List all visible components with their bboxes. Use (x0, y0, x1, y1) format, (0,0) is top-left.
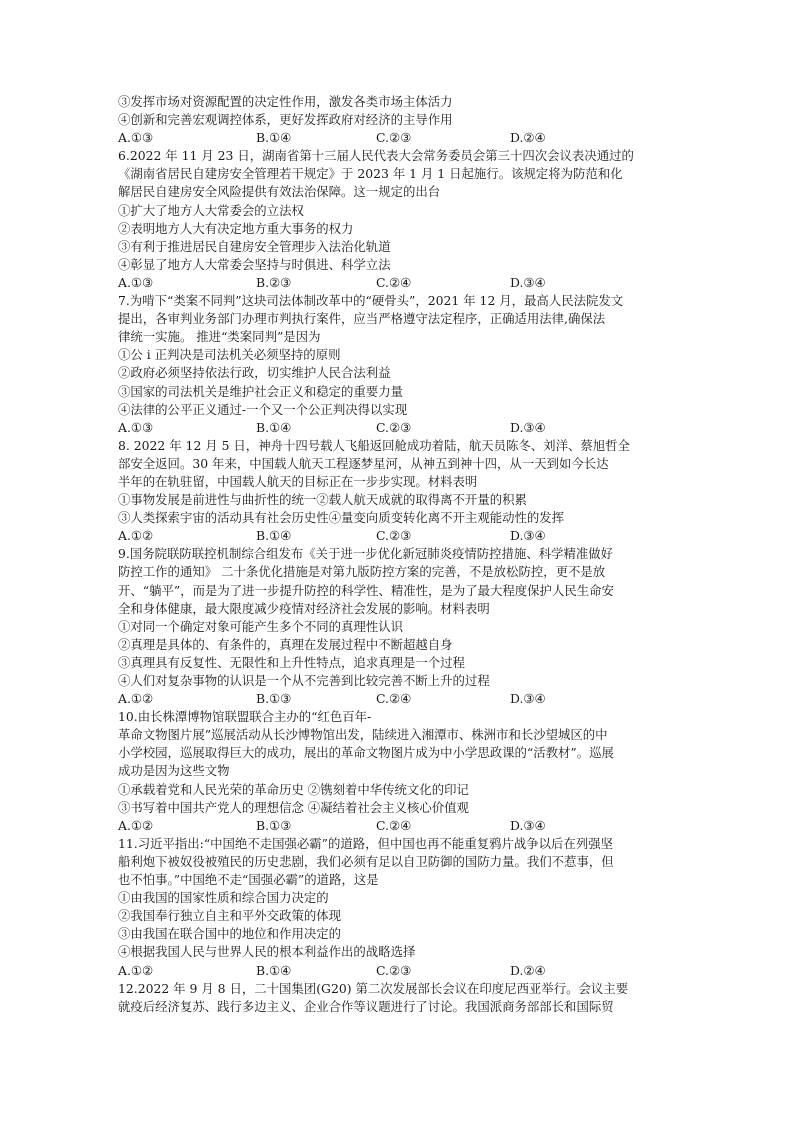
question-block (118, 292, 684, 437)
text-line: 8. 2022 年 12 月 5 日，神舟十四号载人飞船返回舱成功着陆，航天员陈冬、刘洋、蔡旭哲全 (118, 437, 630, 453)
text-line: 开、“躺平”，而是为了进一步提升防控的科学性、精准性，是为了最大程度保护人民生命安 (118, 582, 614, 598)
question-block (118, 980, 684, 1016)
text-line: ④法律的公平正义通过-一个又一个公正判决得以实现 (118, 401, 408, 417)
text-line: ④根据我国人民与世界人民的根本利益作出的战略选择 (118, 944, 416, 960)
text-line: 解居民自建房安全风险提供有效法治保障。这一规定的出台 (118, 184, 441, 200)
question-block (118, 147, 684, 292)
text-line: 7.为啃下“类案不同判”这块司法体制改革中的“硬骨头”，2021 年 12 月，最高人民法院发文 (118, 293, 624, 309)
answer-option: C.②③ (376, 419, 412, 435)
answer-option: D.②④ (510, 130, 546, 146)
text-line: ③由我国在联合国中的地位和作用决定的 (118, 926, 342, 942)
text-line: 就疫后经济复苏、践行多边主义、企业合作等议题进行了讨论。我国派商务部部长和国际贸 (118, 998, 614, 1014)
answer-options (118, 129, 684, 147)
text-line: 成功是因为这些文物 (118, 763, 230, 779)
question-block (118, 93, 684, 147)
text-line: 9.国务院联防联控机制综合组发布《关于进一步优化新冠肺炎疫情防控措施、科学精准做好 (118, 546, 614, 562)
text-line: ②政府必须坚持依法行政，切实维护人民合法利益 (118, 365, 391, 381)
answer-option: D.③④ (510, 419, 546, 435)
answer-option: A.①② (118, 528, 154, 544)
text-line: 12.2022 年 9 月 8 日，二十国集团(G20) 第二次发展部长会议在印度尼西亚举行。会议主要 (118, 980, 629, 996)
answer-option: C.②④ (376, 817, 412, 833)
answer-option: B.①③ (256, 817, 292, 833)
answer-options (118, 527, 684, 545)
text-line: 律统一实施。 推进“类案同判”是因为 (118, 329, 321, 345)
answer-option: D.③④ (510, 691, 546, 707)
answer-option: C.②④ (376, 274, 412, 290)
text-line: 防控工作的通知》 二十条优化措施是对第九版防控方案的完善，不是放松防控，更不是放 (118, 564, 606, 580)
text-line: 小学校园，巡展取得巨大的成功，展出的革命文物图片成为中小学思政课的“活教材”。巡展 (118, 745, 614, 761)
text-line: ①由我国的国家性质和综合国力决定的 (118, 890, 329, 906)
text-line: ③书写着中国共产党人的理想信念 ④凝结着社会主义核心价值观 (118, 799, 469, 815)
answer-options (118, 274, 684, 292)
answer-option: B.①④ (256, 419, 292, 435)
answer-option: B.①④ (256, 130, 292, 146)
text-line: ①事物发展是前进性与曲折性的统一②载人航天成就的取得离不开量的积累 (118, 492, 527, 508)
answer-option: A.①② (118, 962, 154, 978)
answer-options (118, 690, 684, 708)
text-line: ③人类探索宇宙的活动具有社会历史性④量变向质变转化离不开主观能动性的发挥 (118, 510, 565, 526)
text-line: 《湖南省居民自建房安全管理若干规定》于 2023 年 1 月 1 日起施行。该规定将为防范和化 (118, 166, 623, 182)
answer-option: C.②④ (376, 691, 412, 707)
answer-option: A.①③ (118, 274, 154, 290)
answer-options (118, 419, 684, 437)
text-line: 全和身体健康，最大限度减少疫情对经济社会发展的影响。材料表明 (118, 600, 490, 616)
answer-option: C.②③ (376, 528, 412, 544)
exam-page (118, 93, 684, 1016)
answer-options (118, 817, 684, 835)
text-line: ①承载着党和人民光荣的革命历史 ②镌刻着中华传统文化的印记 (118, 781, 469, 797)
answer-option: D.③④ (510, 274, 546, 290)
text-line: 半年的在轨驻留，中国载人航天的目标正在一步步实现。材料表明 (118, 473, 478, 489)
answer-option: A.①③ (118, 419, 154, 435)
text-line: ③发挥市场对资源配置的决定性作用，激发各类市场主体活力 (118, 94, 453, 109)
question-block (118, 708, 684, 835)
answer-option: C.②③ (376, 962, 412, 978)
text-line: ④创新和完善宏观调控体系，更好发挥政府对经济的主导作用 (118, 112, 453, 128)
answer-option: B.①④ (256, 528, 292, 544)
answer-option: A.①② (118, 691, 154, 707)
text-line: 10.由长株潭博物馆联盟联合主办的“红色百年- (118, 709, 372, 725)
answer-option: B.①③ (256, 691, 292, 707)
text-line: ①公 i 正判决是司法机关必须坚持的原则 (118, 347, 341, 363)
text-line: ②我国奉行独立自主和平外交政策的体现 (118, 908, 342, 924)
text-line: ④彰显了地方人大常委会坚持与时俱进、科学立法 (118, 256, 391, 272)
text-line: 也不怕事。”中国绝不走“国强必霸”的道路，这是 (118, 872, 379, 888)
answer-option: B.①④ (256, 962, 292, 978)
text-line: 革命文物图片展”巡展活动从长沙博物馆出发，陆续进入湘潭市、株洲市和长沙望城区的中 (118, 727, 608, 743)
text-line: 6.2022 年 11 月 23 日，湖南省第十三届人民代表大会常务委员会第三十四次会议表决通过的 (118, 148, 634, 164)
text-line: 部安全返回。30 年来，中国载人航天工程逐梦星河，从神五到神十四，从一天到如今长达 (118, 455, 609, 471)
question-block (118, 835, 684, 980)
text-line: 11.习近平指出:“中国绝不走国强必霸”的道路，但中国也再不能重复鸦片战争以后在列强坚 (118, 835, 614, 851)
text-line: ③国家的司法机关是维护社会正义和稳定的重要力量 (118, 383, 403, 399)
text-line: ②表明地方人大有决定地方重大事务的权力 (118, 220, 354, 236)
text-line: ②真理是具体的、有条件的，真理在发展过程中不断超越自身 (118, 636, 453, 652)
answer-option: D.③④ (510, 817, 546, 833)
answer-option: D.③④ (510, 528, 546, 544)
answer-options (118, 962, 684, 980)
answer-option: A.①③ (118, 130, 154, 146)
text-line: 船利炮下被奴役被殖民的历史悲剧，我们必须有足以自卫防御的国防力量。我们不惹事，但 (118, 853, 614, 869)
answer-option: D.②④ (510, 962, 546, 978)
text-line: ①扩大了地方人大常委会的立法权 (118, 202, 304, 218)
text-line: ④人们对复杂事物的认识是一个从不完善到比较完善不断上升的过程 (118, 673, 490, 688)
text-line: ①对同一个确定对象可能产生多个不同的真理性认识 (118, 618, 403, 634)
text-line: ③真理具有反复性、无限性和上升性特点，追求真理是一个过程 (118, 654, 465, 670)
question-block (118, 437, 684, 546)
answer-option: C.②③ (376, 130, 412, 146)
answer-option: B.②③ (256, 274, 292, 290)
text-line: ③有利于推进居民自建房安全管理步入法治化轨道 (118, 238, 391, 254)
text-line: 提出，各审判业务部门办理市判执行案件，应当严格遵守法定程序，正确适用法律,确保法 (118, 311, 606, 327)
answer-option: A.①② (118, 817, 154, 833)
question-block (118, 545, 684, 708)
